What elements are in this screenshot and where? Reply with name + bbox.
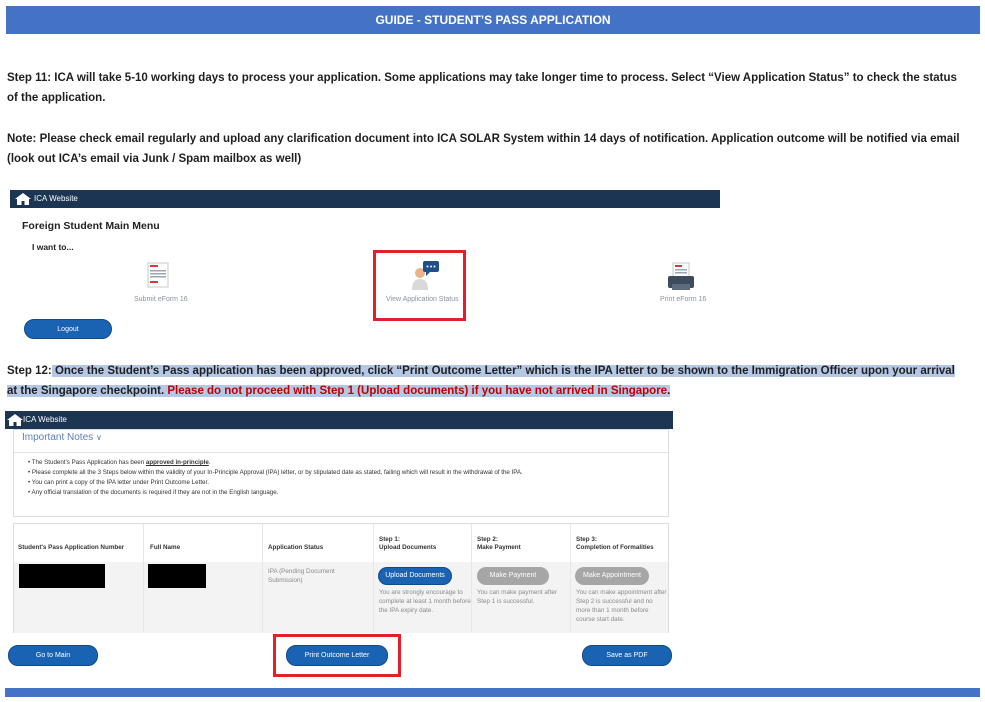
step1-title: Upload Documents: [379, 544, 437, 551]
col-header-step1: [379, 536, 436, 552]
ica-website-bar[interactable]: [10, 190, 720, 208]
payment-note: You can make payment after Step 1 is successful.: [477, 589, 557, 605]
home-icon[interactable]: [15, 193, 31, 205]
column-divider: [471, 524, 472, 632]
step12-prefix: Step 12:: [7, 365, 52, 377]
column-divider: [143, 524, 144, 632]
step3-title: Completion of Formalities: [576, 544, 654, 551]
column-divider: [262, 524, 263, 632]
step1-number: Step 1:: [379, 536, 400, 543]
note-text: Note: Please check email regularly and upload any clarification document into ICA SOLAR System within 14 days of notification. Application outcome will be notified via email (look out ICA’s email via Junk / Spam mailbox as well): [7, 133, 960, 165]
logout-button[interactable]: Logout: [24, 319, 112, 339]
menu-item-view-status[interactable]: [382, 260, 462, 310]
note-item: • You can print a copy of the IPA letter under Print Outcome Letter.: [28, 479, 209, 486]
note-text: The Student’s Pass Application has been: [31, 459, 146, 466]
step12-highlight: Once the Student’s Pass application has been approved, click “Print Outcome Letter” which is the IPA letter to be shown to the Immigration Officer upon your arrival at the Singapore checkpoint.: [7, 365, 955, 397]
screenshot-application-status: [5, 411, 673, 683]
step2-number: Step 2:: [477, 536, 498, 543]
step12-warning: Please do not proceed with Step 1 (Upload documents) if you have not arrived in Singapore: [167, 385, 668, 397]
ica-website-label[interactable]: ICA Website: [34, 194, 78, 203]
make-payment-button[interactable]: Make Payment: [477, 567, 549, 585]
upload-documents-button[interactable]: Upload Documents: [378, 567, 452, 585]
redacted-full-name: [148, 564, 206, 588]
col-header-app-number: Student's Pass Application Number: [18, 544, 125, 551]
column-divider: [570, 524, 571, 632]
menu-item-submit-eform[interactable]: [132, 262, 192, 307]
note-item: • The Student’s Pass Application has been approved in-principle.: [28, 459, 211, 466]
appointment-note: You can make appointment after Step 2 is successful and no more than 1 month before course start date.: [576, 589, 667, 623]
col-header-app-status: Application Status: [268, 544, 324, 551]
form-document-icon: [147, 262, 169, 288]
guide-title-banner: GUIDE - STUDENT’S PASS APPLICATION: [6, 6, 980, 34]
important-notes-label[interactable]: Important Notes: [22, 432, 94, 443]
printer-icon: [666, 262, 696, 292]
save-as-pdf-button[interactable]: Save as PDF: [582, 645, 672, 666]
menu-item-print-eform[interactable]: [656, 262, 716, 307]
menu-item-label[interactable]: View Application Status: [386, 296, 459, 303]
application-status-value: IPA (Pending Document Submission): [268, 568, 335, 584]
main-menu-title: Foreign Student Main Menu: [22, 220, 160, 232]
ica-website-label[interactable]: ICA Website: [23, 415, 67, 424]
important-notes-card: [13, 429, 669, 517]
footer-bar: [5, 688, 980, 697]
go-to-main-button[interactable]: Go to Main: [8, 645, 98, 666]
step2-title: Make Payment: [477, 544, 521, 551]
upload-note: You are strongly encourage to complete at least 1 month before the IPA expiry date.: [379, 589, 471, 614]
note-text: You can print a copy of the IPA letter under Print Outcome Letter.: [31, 479, 209, 486]
step12-end: .: [667, 385, 671, 397]
step12-text: [7, 361, 967, 401]
note-text: Please complete all the 3 Steps below within the validity of your In-Principle Approval (IPA) letter, or by stipulated date as stated, failing which will result in the withdrawal of the IPA.: [31, 469, 523, 476]
note-item: • Please complete all the 3 Steps below within the validity of your In-Principle Approval (IPA) letter, or by stipulated date as stated, failing which will result in the withdrawal of the IPA.: [28, 469, 523, 476]
column-divider: [373, 524, 374, 632]
col-header-step2: [477, 536, 521, 552]
screenshot-main-menu: [10, 190, 720, 342]
make-appointment-button[interactable]: Make Appointment: [575, 567, 649, 585]
chevron-down-icon[interactable]: ∨: [95, 433, 102, 442]
i-want-to-label: I want to...: [32, 242, 74, 252]
application-table: [13, 523, 669, 633]
person-chat-icon: [408, 260, 440, 290]
note-emphasis: approved in-principle: [145, 459, 209, 466]
step11-text: Step 11: ICA will take 5-10 working days to process your application. Some applications may take longer time to process. Select “View Application Status” to check the status of the application.: [7, 72, 957, 104]
print-outcome-letter-button[interactable]: Print Outcome Letter: [286, 645, 388, 666]
menu-item-label[interactable]: Print eForm 16: [660, 296, 707, 303]
note-text: Any official translation of the documents is required if they are not in the English language.: [31, 489, 279, 496]
menu-item-label[interactable]: Submit eForm 16: [134, 296, 188, 303]
step3-number: Step 3:: [576, 536, 597, 543]
ica-website-bar[interactable]: [5, 411, 673, 429]
note-text-end: .: [208, 459, 211, 466]
home-icon[interactable]: [7, 414, 23, 426]
notes-divider: [14, 452, 668, 453]
col-header-step3: [576, 536, 654, 552]
important-notes-header[interactable]: [22, 432, 102, 443]
note-item: • Any official translation of the documents is required if they are not in the English language.: [28, 489, 279, 496]
redacted-app-number: [19, 564, 105, 588]
col-header-full-name: Full Name: [150, 544, 181, 551]
